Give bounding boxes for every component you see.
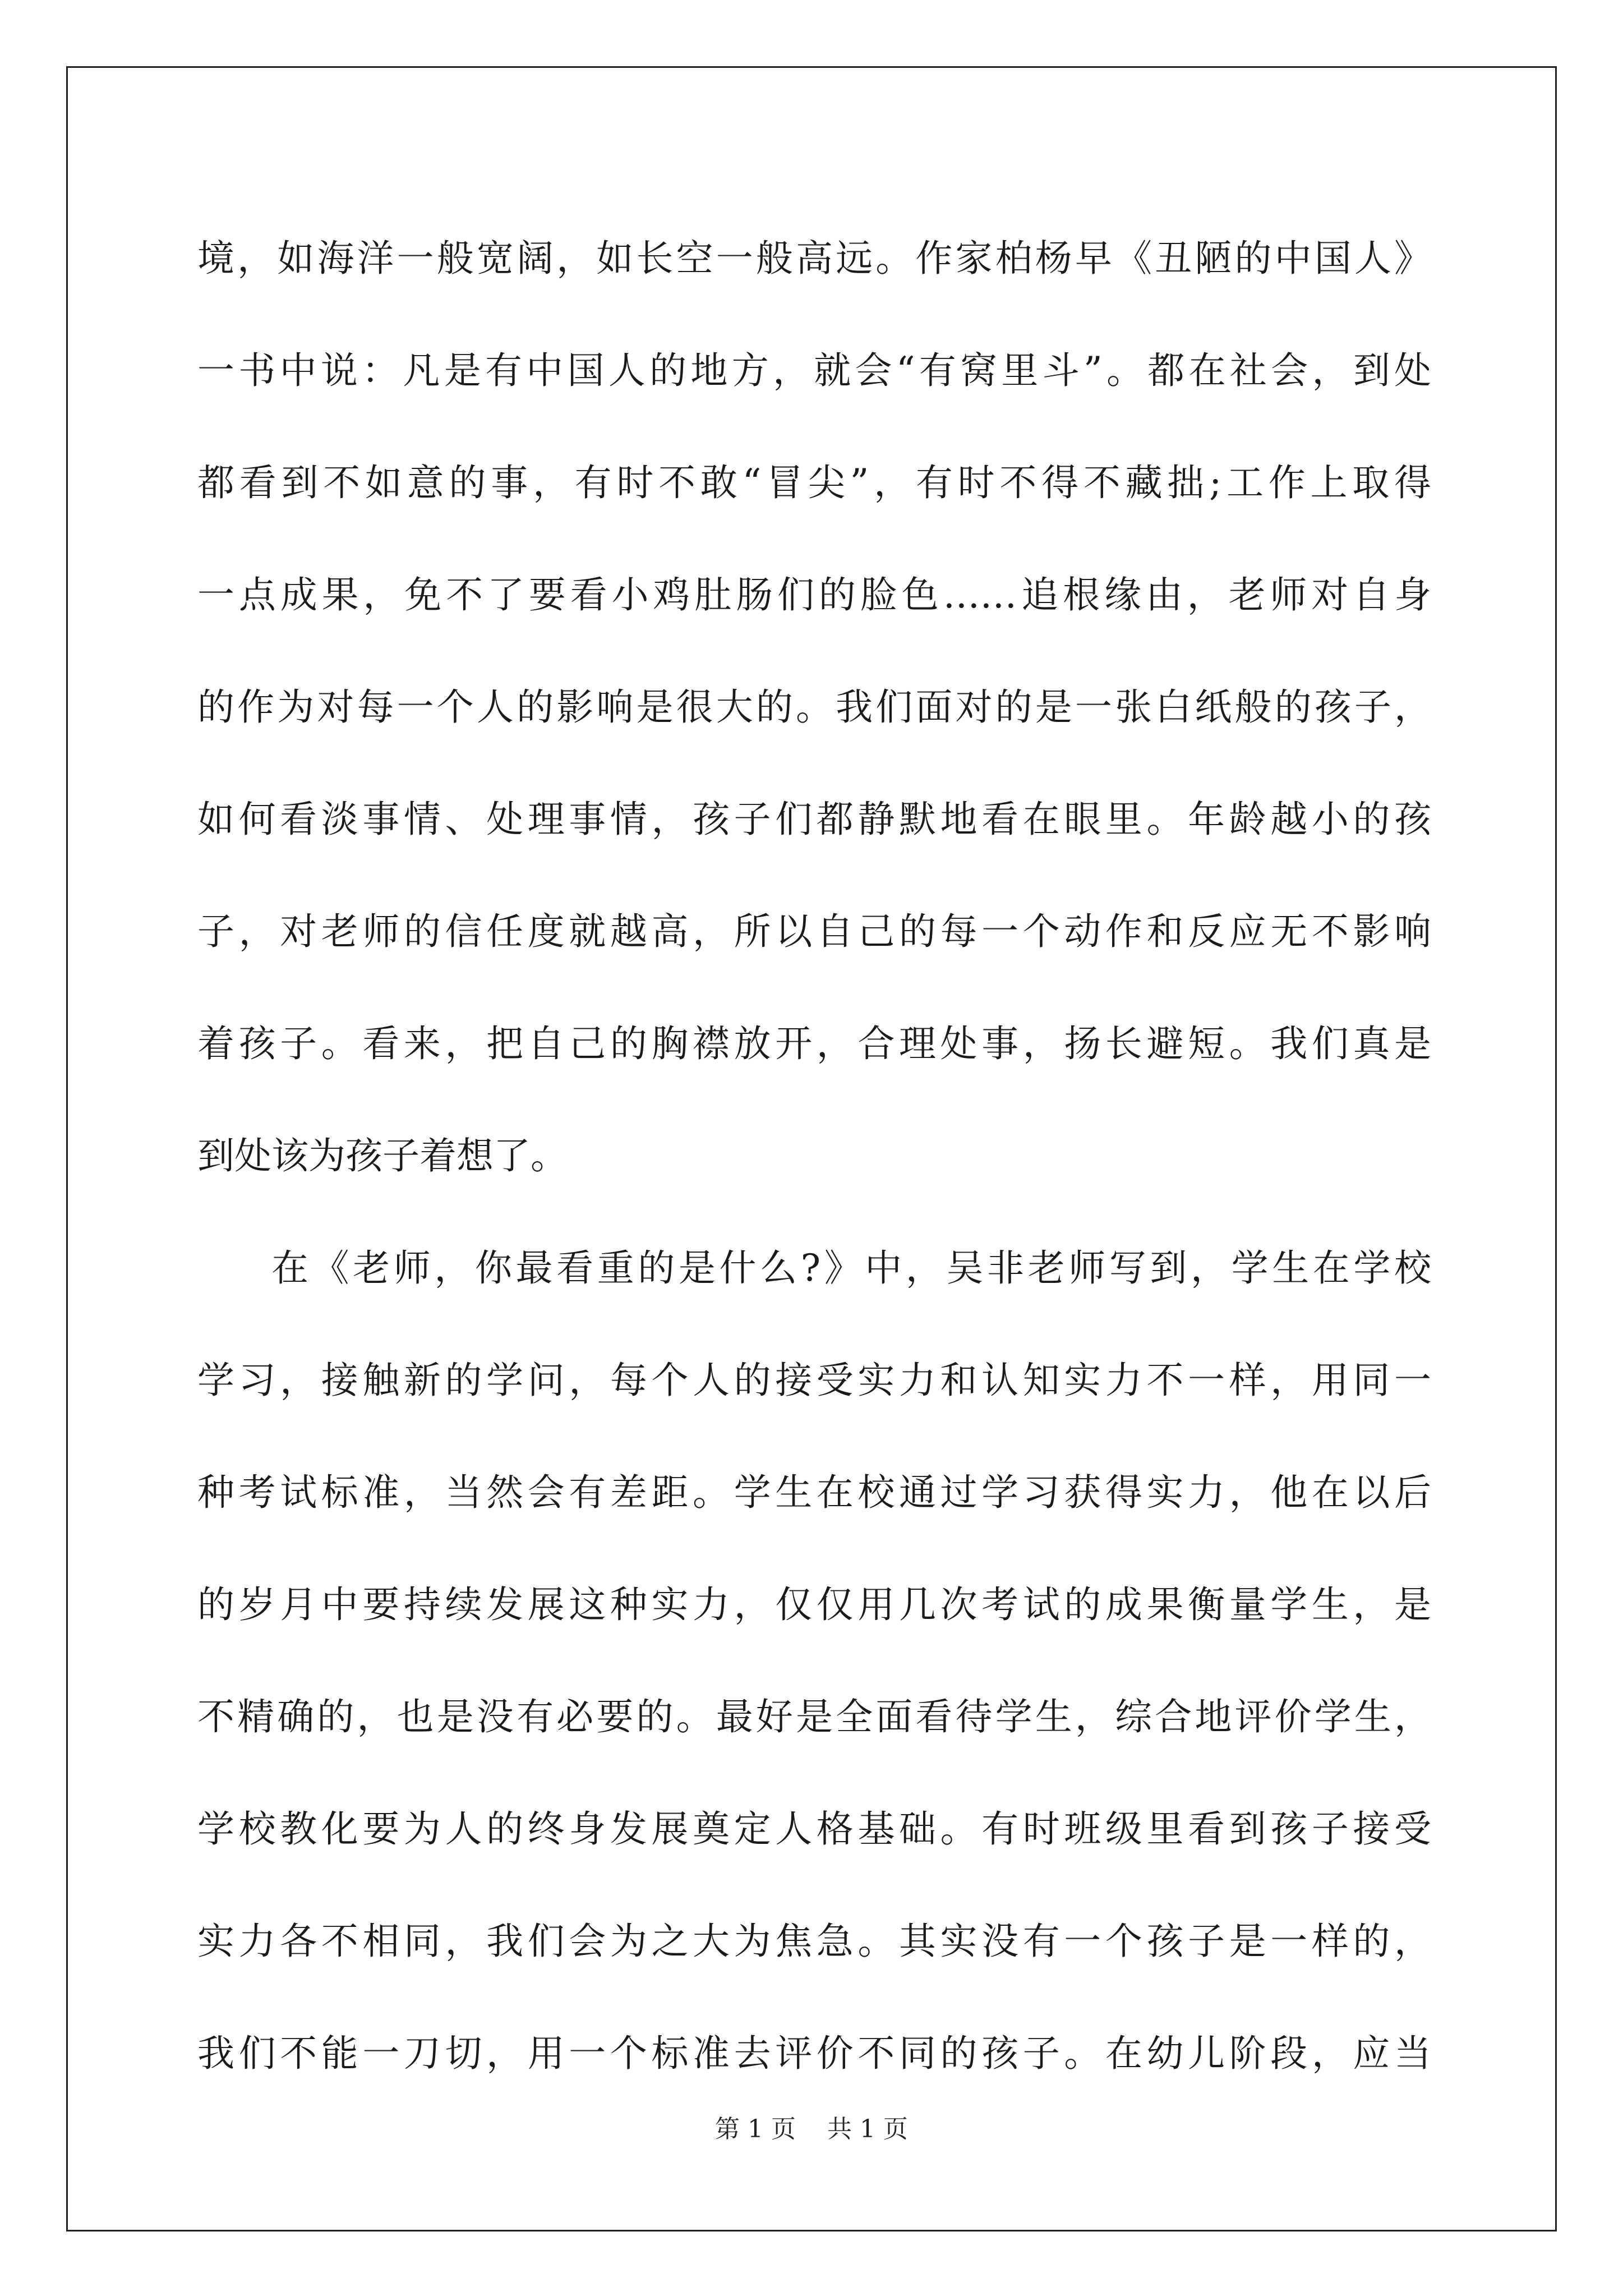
text-line: 都看到不如意的事，有时不敢“冒尖”，有时不得不藏拙;工作上取得 [197, 461, 1431, 504]
text-line: 一书中说：凡是有中国人的地方，就会“有窝里斗”。都在社会，到处 [197, 349, 1431, 392]
document-body [197, 203, 1431, 2110]
text-line: 实力各不相同，我们会为之大为焦急。其实没有一个孩子是一样的， [197, 1920, 1431, 1963]
text-line: 如何看淡事情、处理事情，孩子们都静默地看在眼里。年龄越小的孩 [197, 798, 1431, 841]
text-line: 着孩子。看来，把自己的胸襟放开，合理处事，扬长避短。我们真是 [197, 1022, 1431, 1065]
text-line: 不精确的，也是没有必要的。最好是全面看待学生，综合地评价学生， [197, 1695, 1431, 1738]
text-line: 一点成果，免不了要看小鸡肚肠们的脸色……追根缘由，老师对自身 [197, 573, 1431, 616]
text-line: 子，对老师的信任度就越高，所以自己的每一个动作和反应无不影响 [197, 910, 1431, 953]
text-line: 在《老师，你最看重的是什么?》中，吴非老师写到，学生在学校 [271, 1246, 1431, 1290]
text-line: 的岁月中要持续发展这种实力，仅仅用几次考试的成果衡量学生，是 [197, 1583, 1431, 1626]
text-line: 我们不能一刀切，用一个标准去评价不同的孩子。在幼儿阶段，应当 [197, 2032, 1431, 2075]
text-line: 种考试标准，当然会有差距。学生在校通过学习获得实力，他在以后 [197, 1471, 1431, 1514]
text-line: 学校教化要为人的终身发展奠定人格基础。有时班级里看到孩子接受 [197, 1807, 1431, 1851]
text-line: 的作为对每一个人的影响是很大的。我们面对的是一张白纸般的孩子， [197, 685, 1431, 729]
text-line: 学习，接触新的学问，每个人的接受实力和认知实力不一样，用同一 [197, 1359, 1431, 1402]
text-line: 境，如海洋一般宽阔，如长空一般高远。作家柏杨早《丑陋的中国人》 [197, 237, 1431, 280]
page-footer: 第 1 页 共 1 页 [715, 2115, 908, 2143]
text-line: 到处该为孩子着想了。 [197, 1134, 568, 1177]
